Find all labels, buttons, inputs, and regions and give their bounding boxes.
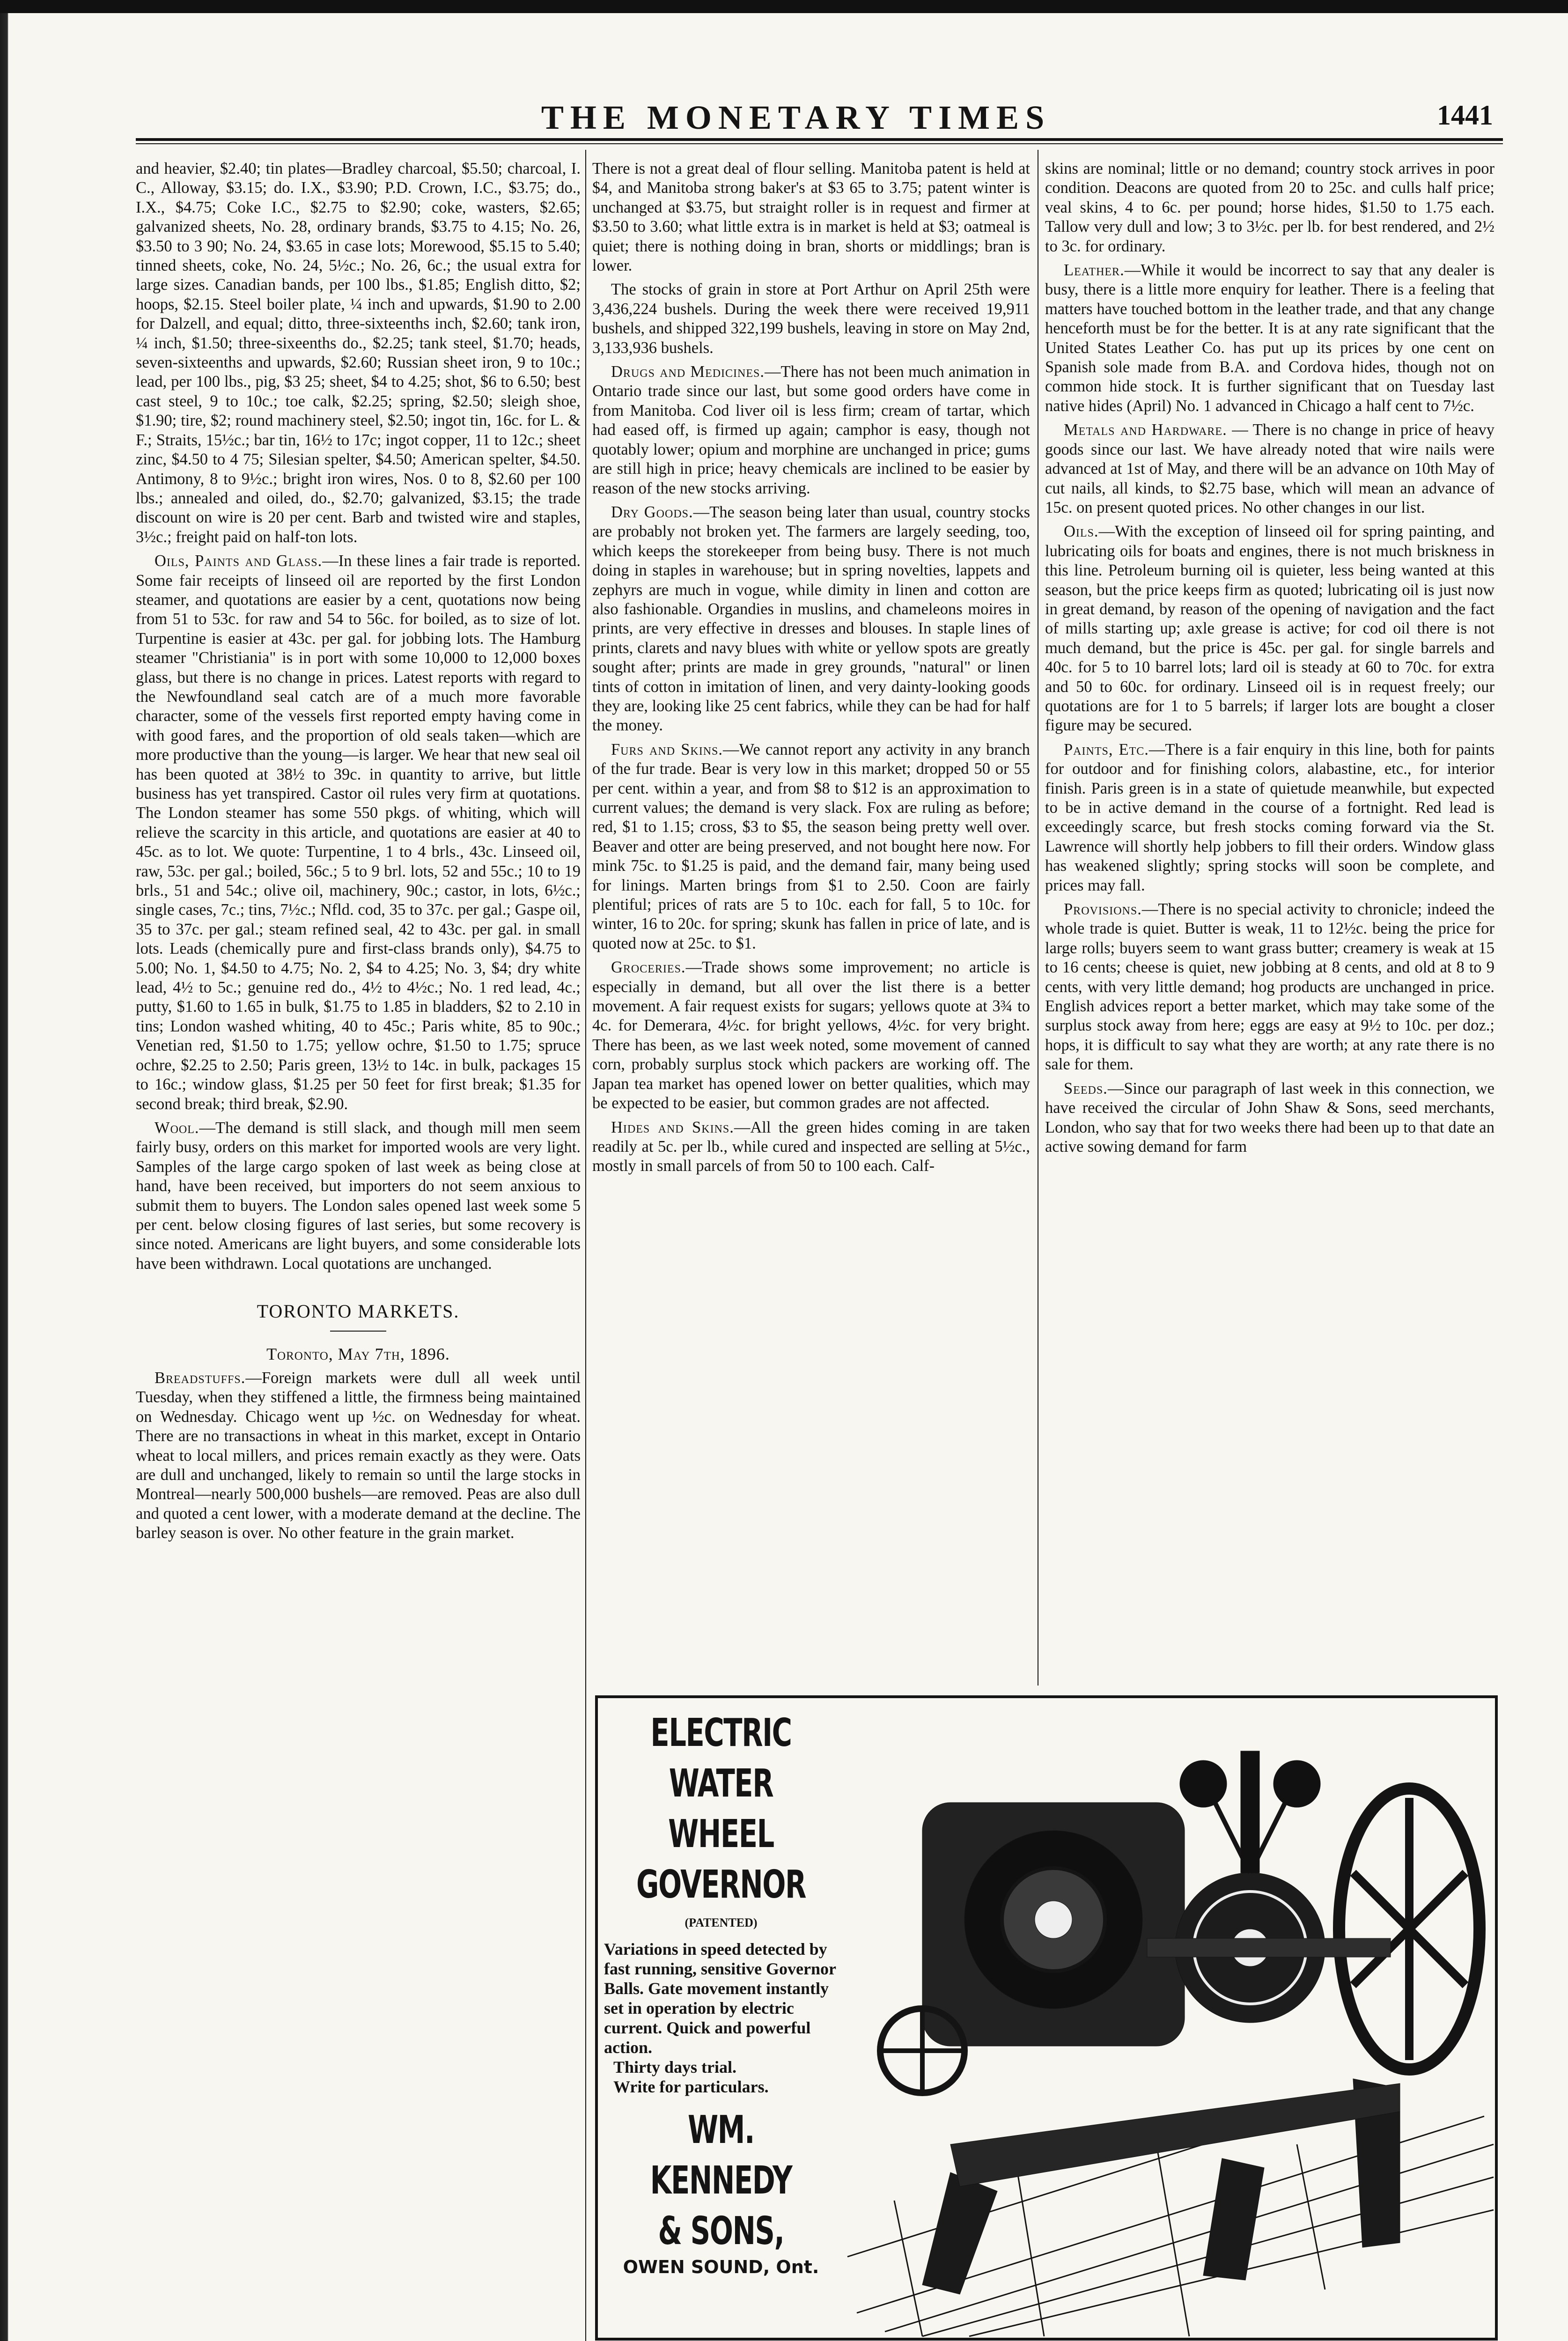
column-divider	[585, 150, 586, 2341]
section-heading: Breadstuffs.	[155, 1369, 246, 1387]
paragraph-text: —Trade shows some improvement; no article is especially in demand, but all over the list there is a better movement. A fair request exists for sugars; yellows quote at 3¾ to 4c. for Demerara, 4½c. for bright yellows, 4½c. for very bright. There has been, as we last week noted, some movement of canned corn, probably surplus stock which packers are working off. The Japan tea market has opened lower on better qualities, which may be expected to be easier, but common grades are not affected.	[592, 958, 1030, 1112]
water-wheel-governor-illustration	[847, 1751, 1494, 2336]
paragraph-text: —Foreign markets were dull all week until Tuesday, when they stiffened a little, the firmness being maintained on Wednesday. Chicago went up ½c. on Wednesday for wheat. There are no transactions in wheat in this market, except in Ontario wheat to local millers, and prices remain exactly as they were. Oats are dull and unchanged, likely to remain so until the large stocks in Montreal—nearly 500,000 bushels—are removed. Peas are also dull and quoted a cent lower, with a moderate demand at the decline. The barley season is over. No other feature in the grain market.	[136, 1369, 581, 1542]
ad-company-suffix: & SONS,	[658, 2209, 784, 2253]
column-2	[592, 159, 1030, 1690]
wool-paragraph	[136, 1119, 581, 1274]
section-heading: Drugs and Medicines.	[611, 363, 765, 381]
section-heading: Dry Goods.	[611, 503, 693, 521]
section-heading: Oils.	[1064, 523, 1099, 541]
section-heading: Hides and Skins.	[611, 1118, 734, 1136]
leather-paragraph	[1045, 261, 1494, 416]
masthead-title: THE MONETARY TIMES	[541, 99, 1051, 136]
paragraph-text: —There has not been much animation in Ontario trade since our last, but some good orders have come in from Manitoba. Cod liver oil is less firm; cream of tartar, which had eased off, is firmed up again; camphor is easy, though not quotably lower; opium and morphine are unchanged in price; gums are still high in price; heavy chemicals are inclined to be easier by reason of the new stocks arriving.	[592, 363, 1031, 497]
section-heading: Furs and Skins.	[611, 740, 723, 758]
breadstuffs-paragraph	[136, 1369, 581, 1543]
section-heading: Oils, Paints and Glass.	[155, 552, 323, 570]
paragraph-text: —In these lines a fair trade is reported. Some fair receipts of linseed oil are reported by the first London steamer, and quotations are easier by a cent, quotations now being from 51 to 53c. for raw and 54 to 56c. for boiled, as to size of lot. Turpentine is easier at 43c. per gal. for jobbing lots. The Hamburg steamer "Christiania" is in port with some 10,000 to 12,000 boxes glass, but there is no change in prices. Latest reports with regard to the Newfoundland seal catch are of a much more favorable character, some of the vessels first reported empty having come in with good fares, and the proportion of old seals taken—which are more productive than the young—is larger. We hear that new seal oil has been quoted at 38½ to 39c. in quantity to arrive, but little business has yet transpired. Castor oil rules very firm at quotations. The London steamer has some 550 pkgs. of whiting, which will relieve the scarcity in this article, and quotations are easier at 40 to 45c. as to lot. We quote: Turpentine, 1 to 4 brls., 43c. Linseed oil, raw, 53c. per gal.; boiled, 56c.; 5 to 9 brl. lots, 52 and 55c.; 10 to 19 brls., 51 and 54c.; olive oil, machinery, 90c.; castor, in lots, 6½c.; single cases, 7c.; tins, 7½c.; Nfld. cod, 35 to 37c. per gal.; Gaspe oil, 35 to 37c. per gal.; steam refined seal, 42 to 43c. per gal. in small lots. Leads (chemically pure and first-class brands only), $4.75 to 5.00; No. 1, $4.50 to 4.75; No. 2, $4 to 4.25; No. 3, $4; dry white lead, 4½ to 5c.; genuine red do., 4½ to 4½c.; No. 1 red lead, 4c.; putty, $1.60 to 1.65 in bulk, $1.75 to 1.85 in bladders, $2 to 2.10 in tins; London washed whiting, 40 to 45c.; Paris white, 85 to 90c.; Venetian red, $1.50 to 1.75; yellow ochre, $1.50 to 1.75; spruce ochre, $2.25 to 2.50; Paris green, 13½ to 14c. in bulk, packages 15 to 16c.; window glass, $1.25 per 50 feet for first break; $1.35 for second break; third break, $2.90.	[136, 552, 581, 1113]
toronto-markets-title: TORONTO MARKETS.	[257, 1301, 460, 1322]
ad-company-name: WM. KENNEDY	[650, 2108, 792, 2203]
provisions-paragraph	[1045, 900, 1494, 1075]
paragraph-text: —The demand is still slack, and though mill men seem fairly busy, orders on this market for imported wools are very light. Samples of the large cargo spoken of last week as being close at hand, have been received, but importers do not seem anxious to submit them to buyers. The London sales opened last week some 5 per cent. below closing figures of last series, but some recovery is since noted. Americans are light buyers, and some considerable lots have been withdrawn. Local quotations are unchanged.	[136, 1119, 581, 1273]
oils-paragraph	[1045, 522, 1494, 735]
toronto-dateline: Toronto, May 7th, 1896.	[266, 1344, 450, 1363]
column-1	[136, 159, 581, 2341]
ad-patented: (PATENTED)	[685, 1916, 758, 1929]
paragraph-text: —There is no special activity to chronicle; indeed the whole trade is quiet. Butter is weak, 11 to 12½c. being the price for large rolls; buyers seem to want grass butter; creamery is weak at 15 to 16 cents; cheese is quiet, new jobbing at 8 cents, and old at 8 to 9 cents, with very little demand; hog products are unchanged in price. English advices report a better market, which may take some of the surplus stock away from here; eggs are easy at 9½ to 10c. per doz.; hops, it is difficult to say what they are worth; at any rate there is no sale for them.	[1045, 900, 1494, 1074]
top-edge	[0, 0, 1568, 13]
section-heading: Metals and Hardware.	[1064, 421, 1227, 439]
section-heading: Seeds.	[1064, 1079, 1108, 1097]
flour-paragraph: There is not a great deal of flour selling. Manitoba patent is held at $4, and Manitoba strong baker's at $3 65 to 3.75; patent winter is unchanged at $3.75, but straight roller is in request and firmer at $3.50 to 3.60; what little extra is in market is held at $3; oatmeal is quiet; there is nothing doing in bran, shorts or middlings; bran is lower.	[592, 160, 1030, 275]
drugs-paragraph	[592, 362, 1030, 498]
binding-edge	[0, 0, 44, 2341]
paragraph-text: —We cannot report any activity in any branch of the fur trade. Bear is very low in this market; dropped 50 or 55 per cent. within a year, and from $8 to $12 is an approximation to current values; the demand is very slack. Fox are ruling as before; red, $1 to 1.15; cross, $3 to $5, the season being pretty well over. Beaver and otter are being preserved, and not bought here now. For mink 75c. to $1.25 is paid, and the demand fair, many being used for linings. Marten brings from $1 to 2.50. Coon are fairly plentiful; prices of rats are 5 to 10c. each for fall, 5 to 10c. for winter, 16 to 20c. for spring; skunk has fallen in price of late, and is quoted now at 25c. to $1.	[592, 740, 1031, 952]
ad-city: OWEN SOUND, Ont.	[623, 2257, 819, 2277]
metals-hardware-paragraph	[1045, 420, 1494, 517]
section-heading: Groceries.	[611, 958, 686, 977]
advertisement-text	[595, 1695, 847, 2277]
ad-headline-governor: GOVERNOR	[636, 1862, 806, 1907]
dry-goods-paragraph	[592, 503, 1030, 736]
ad-write: Write for particulars.	[613, 2077, 769, 2096]
paragraph-text: —All the green hides coming in are taken readily at 5c. per lb., while cured and inspected are selling at 5½c., mostly in small parcels of from 50 to 100 each. Calf-	[592, 1118, 1030, 1175]
page-number: 1441	[1437, 100, 1493, 131]
ad-description: Variations in speed detected by fast running, sensitive Governor Balls. Gate movement instantly set in operation by electric current. Quick and powerful action.	[604, 1940, 836, 2057]
section-heading: Provisions.	[1064, 900, 1142, 919]
paragraph-text: —While it would be incorrect to say that any dealer is busy, there is a little more enquiry for leather. There is a feeling that matters have touched bottom in the leather trade, and that any change henceforth must be for the better. It is at any rate significant that the United States Leather Co. has put up its prices by one cent on Spanish sole made from B.A. and Cordova hides, though not on common hide stock. It is further significant that on Tuesday last native hides (April) No. 1 advanced in Chicago a half cent to 7½c.	[1045, 261, 1494, 415]
section-heading: Wool.	[155, 1119, 199, 1137]
seeds-paragraph	[1045, 1079, 1494, 1157]
section-heading: Leather.	[1064, 261, 1125, 280]
advertisement	[595, 1695, 1498, 2341]
paragraph-text: —Since our paragraph of last week in this connection, we have received the circular of John Shaw & Sons, seed merchants, London, who say that for two weeks there had been up to that date an active sowing demand for farm	[1045, 1079, 1494, 1156]
paragraph-text: —With the exception of linseed oil for spring painting, and lubricating oils for boats and engines, there is not much briskness in this line. Petroleum burning oil is quieter, less being wanted at this season, but the price keeps firm as quoted; lubricating oil is just now in great demand, by reason of the opening of navigation and the fact of mills starting up; axle grease is active; for cod oil there is not much demand, but the price is 45c. per gal. for single barrels and 40c. for 5 to 10 barrel lots; lard oil is steady at 60 to 70c. for extra and 50 to 60c. for ordinary. Linseed oil is in request freely; our quotations are for 1 to 5 barrels; if larger lots are bought a closer figure may be secured.	[1045, 523, 1494, 735]
paragraph-text: —There is a fair enquiry in this line, both for paints for outdoor and for finishing colors, alabastine, etc., for interior finish. Paris green is in a state of quietude meanwhile, but expected to be in active demand in the course of a fortnight. Red lead is exceedingly scarce, but fresh stocks coming forward via the St. Lawrence will shortly help jobbers to fill their orders. Window glass has weakened slightly; spring stocks will soon be complete, and prices may fall.	[1045, 740, 1494, 894]
masthead-rule-thin	[136, 143, 1503, 144]
section-heading: Paints, Etc.	[1064, 740, 1149, 758]
column-3	[1045, 159, 1494, 1690]
metals-price-list: and heavier, $2.40; tin plates—Bradley charcoal, $5.50; charcoal, I. C., Alloway, $3.15; do. I.X., $3.90; P.D. Crown, I.C., $3.75; do., I.X., $4.75; Coke I.C., $2.75 to $2.90; coke, wasters, $2.65; galvanized sheets, No. 28, ordinary brands, $3.75 to 4.15; No. 26, $3.50 to 3 90; No. 24, $3.65 in case lots; Morewood, $5.15 to 5.40; tinned sheets, coke, No. 24, 5½c.; No. 26, 6c.; the usual extra for large sizes. Canadian bands, per 100 lbs., $1.85; English ditto, $2; hoops, $2.15. Steel boiler plate, ¼ inch and upwards, $1.90 to 2.00 for Dalzell, and equal; ditto, three-sixteenths inch, $2.60; tank iron, ¼ inch, $1.50; three-sixeenths do., $2.25; tank steel, $1.70; heads, seven-sixteenths and upwards, $2.60; Russian sheet iron, 9 to 10c.; lead, per 100 lbs., pig, $3 25; sheet, $4 to 4.25; shot, $6 to 6.50; best cast steel, 9 to 10c.; toe calk, $2.25; spring, $2.50; sleigh shoe, $1.90; tire, $2; round machinery steel, $2.50; ingot tin, 16c. for L. & F.; Straits, 15½c.; bar tin, 16½ to 17c; ingot copper, 11 to 12c.; sheet zinc, $4.50 to 4 75; Silesian spelter, $4.50; American spelter, $4.50. Antimony, 8 to 9½c.; bright iron wires, Nos. 0 to 8, $2.60 per 100 lbs.; annealed and oiled, do., $2.70; galvanized, $3.15; the trade discount on wire is 20 per cent. Barb and twisted wire and staples, 3½c.; freight paid on half-ton lots.	[136, 160, 581, 546]
skins-paragraph: skins are nominal; little or no demand; country stock arrives in poor condition. Deacons are quoted from 20 to 25c. and culls half price; veal skins, 4 to 6c. per pound; horse hides, $1.50 to 1.75 each. Tallow very dull and low; 3 to 3½c. per lb. for best rendered, and 2½ to 3c. for ordinary.	[1045, 160, 1494, 255]
paragraph-text: —The season being later than usual, country stocks are probably not broken yet. The farmers are largely seeding, too, which keeps the storekeeper from being busy. There is not much doing in staples in warehouse; but in spring novelties, lappets and zephyrs are much in vogue, while dimity in linen and cotton are also fashionable. Organdies in muslins, and chameleons moires in prints, are very effective in dresses and blouses. In staple lines of prints, clarets and navy blues with white or yellow spots are greatly sought after; prints are made in grey grounds, "natural" or linen tints of cotton in imitation of linen, and very dainty-looking goods they are, looking like 25 cent fabrics, while they can be had for half the money.	[592, 503, 1030, 735]
masthead-rule-thick	[136, 138, 1503, 141]
ad-trial: Thirty days trial.	[613, 2058, 737, 2076]
furs-paragraph	[592, 740, 1030, 953]
oils-paints-glass-paragraph	[136, 552, 581, 1114]
ad-headline-water-wheel: WATER WHEEL	[668, 1761, 774, 1856]
short-rule	[330, 1331, 386, 1332]
port-arthur-paragraph: The stocks of grain in store at Port Arthur on April 25th were 3,436,224 bushels. During the week there were received 19,911 bushels, and shipped 322,199 bushels, leaving in store on May 2nd, 3,133,936 bushels.	[592, 280, 1030, 357]
hides-paragraph	[592, 1118, 1030, 1176]
paragraph-text: — There is no change in price of heavy goods since our last. We have already noted that wire nails were advanced at 1st of May, and there will be an advance on 10th May of cut nails, all kinds, to $2.75 base, which will mean an advance of 15c. on present quoted prices. No other changes in our list.	[1045, 421, 1494, 516]
groceries-paragraph	[592, 958, 1030, 1113]
paints-paragraph	[1045, 740, 1494, 895]
ad-headline-electric: ELECTRIC	[650, 1711, 792, 1755]
